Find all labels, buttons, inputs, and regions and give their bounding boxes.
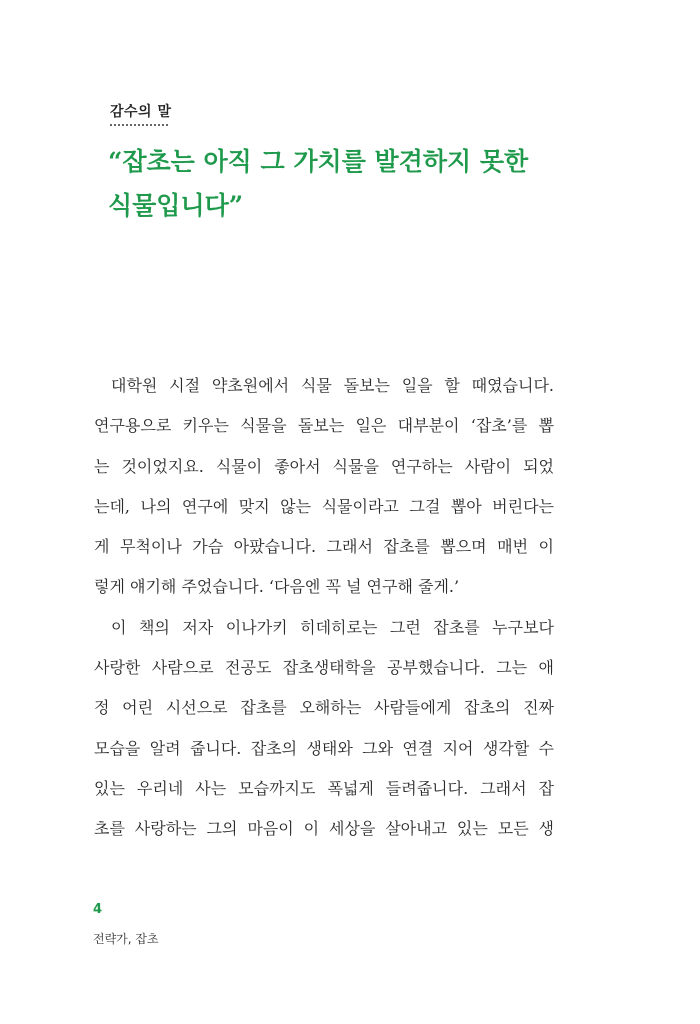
paragraph-line: 정 어린 시선으로 잡초를 오해하는 사람들에게 잡초의 진짜: [94, 698, 554, 718]
section-label: 감수의 말: [110, 104, 172, 120]
paragraph-line: 게 무척이나 가슴 아팠습니다. 그래서 잡초를 뽑으며 매번 이: [94, 537, 554, 557]
paragraph-line: 있는 우리네 사는 모습까지도 폭넓게 들려줍니다. 그래서 잡: [94, 778, 554, 798]
headline-line: 식물입니다”: [108, 191, 244, 220]
paragraph-line: 모습을 알려 줍니다. 잡초의 생태와 그와 연결 지어 생각할 수: [94, 738, 554, 758]
page-number: 4: [93, 902, 103, 917]
paragraph-line: 이 책의 저자 이나가키 히데히로는 그런 잡초를 누구보다: [111, 617, 554, 637]
paragraph-line: 대학원 시절 약초원에서 식물 돌보는 일을 할 때였습니다.: [111, 376, 554, 395]
paragraph-line: 사랑한 사람으로 전공도 잡초생태학을 공부했습니다. 그는 애: [94, 658, 554, 678]
headline: [108, 140, 628, 228]
headline-line: “잡초는 아직 그 가치를 발견하지 못한: [108, 147, 529, 176]
book-title: 전략가, 잡초: [93, 932, 159, 946]
paragraph-line: 렇게 얘기해 주었습니다. ‘다음엔 꼭 널 연구해 줄게.’: [94, 577, 460, 597]
paragraph-line: 연구용으로 키우는 식물을 돌보는 일은 대부분이 ‘잡초’를 뽑: [94, 416, 554, 436]
section-divider: [110, 124, 168, 126]
paragraph-line: 는 것이었지요. 식물이 좋아서 식물을 연구하는 사람이 되었: [94, 456, 554, 476]
paragraph-line: 는데, 나의 연구에 맞지 않는 식물이라고 그걸 뽑아 버린다는: [94, 496, 554, 516]
body-text: [94, 366, 554, 850]
paragraph-line: 초를 사랑하는 그의 마음이 이 세상을 살아내고 있는 모든 생: [94, 819, 554, 839]
